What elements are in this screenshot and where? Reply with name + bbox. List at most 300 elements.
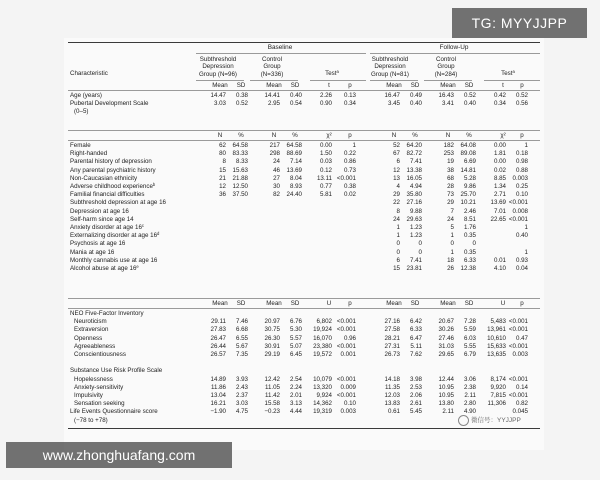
table-cell [280, 310, 302, 318]
table-cell: 11.05 [264, 383, 280, 391]
table-cell [332, 359, 356, 367]
table-cell: 24 [273, 158, 280, 166]
table-cell: 11.86 [210, 383, 226, 391]
row-label: Life Events Questionnaire score [70, 408, 158, 416]
table-cell: 0.49 [409, 92, 422, 99]
table-cell: <0.001 [508, 318, 528, 326]
table-row [64, 224, 544, 232]
table-cell: 29.65 [438, 351, 454, 358]
table-cell: 28 [447, 183, 454, 190]
table-cell: 13.38 [406, 166, 422, 174]
column-header: SD [410, 300, 420, 307]
table-cell: 3.98 [409, 375, 422, 383]
table-cell [476, 108, 506, 116]
table-cell: 0.04 [515, 265, 528, 272]
table-row [64, 240, 544, 248]
column-header: t [328, 82, 330, 89]
table-cell: 1 [352, 142, 356, 149]
table-cell: 2.38 [463, 383, 476, 391]
table-cell: 0.40 [515, 232, 528, 240]
table-cell [256, 232, 280, 240]
table-row [64, 158, 544, 166]
table-cell [430, 108, 454, 116]
table-cell: 4.94 [409, 183, 422, 190]
table-cell [504, 108, 528, 116]
table-row [64, 359, 544, 367]
table-row [64, 384, 544, 392]
table-cell: 13.69 [490, 199, 506, 207]
table-cell: 3.03 [213, 100, 226, 108]
table-cell: 5.11 [410, 342, 422, 350]
row-label: Impulsivity [74, 392, 103, 399]
table-cell: 8.85 [493, 174, 506, 182]
table-cell: 26.73 [384, 351, 400, 358]
row-label: Openness [74, 334, 103, 342]
table-cell: 2.43 [235, 383, 248, 391]
table-cell: 0.003 [340, 408, 356, 416]
table-cell: 1.81 [493, 150, 506, 158]
table-cell: 6 [396, 256, 400, 264]
table-row [64, 392, 544, 400]
table-cell: 0.045 [512, 408, 528, 416]
table-cell: 1 [396, 232, 400, 240]
table-cell [476, 232, 506, 240]
table-cell: 28.21 [384, 334, 400, 342]
table-row [64, 318, 544, 326]
table-cell: 0.40 [289, 92, 302, 99]
table-cell: 217 [269, 142, 280, 149]
table-cell: 0.90 [319, 100, 332, 108]
table-cell: 11.42 [264, 392, 280, 399]
table-cell: 0.82 [515, 400, 528, 408]
column-header: χ² [500, 132, 506, 139]
table-cell [256, 310, 280, 318]
table-cell: 30.26 [438, 326, 454, 334]
table-cell: 0.52 [463, 92, 476, 99]
table-cell: 2.01 [289, 392, 302, 399]
row-label: Right-handed [70, 150, 108, 158]
table-cell: 2.80 [463, 400, 476, 408]
table-cell [280, 240, 302, 248]
table-cell: 16.21 [210, 400, 226, 408]
table-row [64, 343, 544, 351]
table-cell [226, 359, 248, 367]
baseline-header: Baseline [267, 44, 293, 51]
table-cell: 29 [447, 199, 454, 207]
column-header: SD [464, 82, 474, 89]
table-cell: 1 [450, 232, 454, 240]
table-cell: 1 [396, 224, 400, 231]
table-cell: 0.003 [512, 174, 528, 182]
table-cell: 1.50 [319, 150, 332, 158]
table-cell [256, 208, 280, 216]
table-cell [476, 310, 506, 318]
table-cell [226, 265, 248, 273]
table-cell: 0.47 [515, 334, 528, 342]
table-cell [400, 310, 422, 318]
table-cell: 46 [273, 166, 280, 174]
section-header-row [64, 300, 544, 308]
table-cell: 1.76 [463, 224, 476, 231]
table-cell: 24.40 [286, 191, 302, 199]
row-label: Anxiety-sensitivity [74, 383, 124, 391]
table-cell: 5 [450, 224, 454, 231]
row-label: Mania at age 16 [70, 248, 115, 256]
table-cell: 12 [393, 166, 400, 174]
table-cell: 18 [447, 256, 454, 264]
baseline-rule [196, 53, 366, 54]
table-cell: 15,633 [487, 342, 506, 350]
table-cell: 6,802 [316, 318, 332, 326]
table-cell: 73 [447, 191, 454, 199]
table-cell: 26 [447, 265, 454, 272]
table-cell: 4.75 [235, 408, 248, 416]
table-cell: 0.88 [515, 166, 528, 174]
table-cell: <0.001 [336, 392, 356, 399]
table-cell: 7.41 [409, 158, 422, 166]
table-cell [454, 359, 476, 367]
table-cell: 10,079 [313, 375, 332, 383]
table-cell [280, 232, 302, 240]
column-header: χ² [326, 132, 332, 139]
table-cell [226, 257, 248, 265]
table-row [64, 142, 544, 150]
followup-rule [370, 53, 540, 54]
table-cell: 2.06 [409, 392, 422, 399]
table-cell: 6.69 [463, 158, 476, 166]
col-rule-2 [250, 80, 298, 81]
table-cell: 15.58 [264, 400, 280, 408]
table-cell [376, 417, 400, 425]
table-cell: 14,362 [313, 400, 332, 408]
table-cell [476, 359, 506, 367]
table-cell: <0.001 [336, 375, 356, 383]
table-cell [400, 108, 422, 116]
table-sheet [64, 38, 544, 450]
table-cell: 25.70 [460, 191, 476, 199]
table-cell: 4.10 [493, 265, 506, 272]
table-cell: 8.33 [235, 158, 248, 166]
table-cell: 27.16 [406, 199, 422, 207]
table-cell: <0.001 [508, 392, 528, 399]
table-cell [226, 249, 248, 257]
table-cell: 0.008 [512, 207, 528, 215]
table-row [64, 232, 544, 240]
table-cell [280, 367, 302, 375]
table-cell: −0.23 [264, 408, 280, 416]
subthreshold-followup-header: Subthreshold Depression Group (N=81) [370, 56, 409, 78]
column-header: Mean [266, 82, 282, 89]
table-cell: 8 [396, 207, 400, 215]
row-label: Monthly cannabis use at age 16 [70, 256, 158, 264]
table-row [64, 175, 544, 183]
table-cell: 14.81 [460, 166, 476, 174]
section-header-row [64, 82, 544, 90]
column-header: t [502, 82, 504, 89]
table-cell: 0.003 [512, 351, 528, 358]
table-cell [302, 216, 332, 224]
table-cell: 36 [219, 191, 226, 199]
table-cell: 0.38 [235, 92, 248, 99]
table-cell: 3.93 [235, 375, 248, 383]
table-cell: 64.08 [460, 142, 476, 149]
table-cell [476, 224, 506, 232]
column-header: SD [236, 82, 246, 89]
table-cell: 29.63 [406, 215, 422, 223]
table-cell: 11,306 [487, 400, 506, 408]
table-cell [430, 367, 454, 375]
table-cell [202, 224, 226, 232]
table-cell [302, 224, 332, 232]
row-label: Agreeableness [74, 342, 116, 350]
table-cell: 0.03 [319, 158, 332, 166]
table-row [64, 376, 544, 384]
table-cell: 15 [393, 265, 400, 272]
table-cell [256, 417, 280, 425]
table-cell: 37.50 [232, 191, 248, 199]
table-cell: 13.11 [316, 174, 332, 182]
table-cell: 5.59 [463, 326, 476, 334]
table-cell: 0.00 [319, 142, 332, 149]
table-cell: 5.57 [289, 334, 302, 342]
table-cell: 5.67 [235, 342, 248, 350]
table-cell: 0.54 [289, 100, 302, 108]
column-header: Mean [386, 82, 402, 89]
row-label: Age (years) [70, 92, 102, 99]
table-cell [454, 367, 476, 375]
table-cell: 2.46 [463, 207, 476, 215]
followup-header: Follow-Up [439, 44, 469, 51]
table-cell: 0.96 [343, 334, 356, 342]
table-cell [454, 108, 476, 116]
table-cell: 13.83 [384, 400, 400, 408]
table-cell: 52 [393, 142, 400, 149]
table-cell [226, 240, 248, 248]
table-cell: 0.02 [343, 191, 356, 199]
table-cell: 27.16 [384, 318, 400, 326]
table-row [64, 167, 544, 175]
table-cell [280, 199, 302, 207]
table-cell: 0.10 [515, 191, 528, 199]
table-cell [280, 224, 302, 232]
table-cell: <0.001 [336, 174, 356, 182]
table-cell: 182 [443, 142, 454, 149]
table-cell [332, 208, 356, 216]
table-row [64, 265, 544, 273]
table-cell: 0.40 [409, 100, 422, 108]
column-header: Mean [212, 300, 228, 307]
table-cell: 4 [396, 183, 400, 190]
table-cell: 19,572 [313, 351, 332, 358]
table-cell [202, 216, 226, 224]
table-cell: 6.76 [289, 318, 302, 326]
table-cell: 3.06 [463, 375, 476, 383]
table-cell: 27.58 [384, 326, 400, 334]
table-cell [202, 367, 226, 375]
table-cell: 10,610 [487, 334, 506, 342]
column-header: U [326, 300, 332, 307]
table-cell: 9,924 [316, 392, 332, 399]
table-cell: 1.23 [409, 224, 422, 231]
table-cell: 31.03 [438, 342, 454, 350]
table-cell [332, 310, 356, 318]
table-cell: 1 [524, 248, 528, 256]
column-header: N [391, 132, 397, 139]
table-cell: 4.44 [289, 408, 302, 416]
table-cell: 8.04 [289, 174, 302, 182]
table-cell: 23.81 [406, 265, 422, 272]
table-row [64, 367, 544, 375]
table-cell [280, 108, 302, 116]
col-rule-3 [310, 80, 366, 81]
table-cell: 12.44 [438, 375, 454, 383]
table-cell: <0.001 [336, 342, 356, 350]
table-cell: 22.65 [490, 215, 506, 223]
table-cell: 5,483 [490, 318, 506, 326]
table-cell: 21.88 [232, 174, 248, 182]
table-cell: 0.98 [515, 158, 528, 166]
row-label: Sensation seeking [74, 400, 125, 408]
table-row [64, 216, 544, 224]
table-cell: 0.10 [343, 400, 356, 408]
table-cell: 80 [219, 150, 226, 158]
row-label: Female [70, 142, 91, 149]
table-row [64, 100, 544, 108]
table-cell: 8.93 [289, 183, 302, 190]
table-cell: 0.93 [515, 256, 528, 264]
row-label: Pubertal Development Scale [70, 100, 149, 108]
table-cell: 0.38 [343, 183, 356, 190]
table-row [64, 208, 544, 216]
table-cell: 13.04 [210, 392, 226, 399]
row-label: Self-harm since age 14 [70, 215, 134, 223]
table-cell [226, 199, 248, 207]
table-cell: 1 [524, 142, 528, 149]
table-cell: 1.34 [493, 183, 506, 190]
table-cell [256, 367, 280, 375]
table-cell: 8,174 [490, 375, 506, 383]
table-cell [302, 265, 332, 273]
table-cell: 5.45 [409, 408, 422, 416]
table-cell [376, 108, 400, 116]
table-cell [256, 216, 280, 224]
row-label: (−78 to +78) [74, 416, 108, 424]
table-cell: 5.07 [289, 342, 302, 350]
table-cell [302, 199, 332, 207]
table-cell: <0.001 [508, 199, 528, 207]
table-cell: 15.63 [232, 166, 248, 174]
table-cell [202, 249, 226, 257]
table-cell [504, 240, 528, 248]
column-header: p [348, 132, 352, 139]
row-label: NEO Five-Factor Inventory [70, 310, 144, 317]
table-cell [202, 199, 226, 207]
table-cell: 0.35 [463, 232, 476, 240]
table-cell [332, 257, 356, 265]
table-cell [256, 359, 280, 367]
table-cell: 0 [396, 248, 400, 256]
column-header: N [271, 132, 277, 139]
table-cell: 9.88 [409, 207, 422, 215]
row-label: Adverse childhood experience$^b$ [70, 182, 156, 190]
table-cell: 0.12 [319, 166, 332, 174]
table-cell: 12 [219, 183, 226, 190]
column-header: U [500, 300, 506, 307]
table-bottom-rule [68, 428, 540, 429]
table-cell: 0.14 [515, 383, 528, 391]
table-cell [202, 359, 226, 367]
table-cell: 22 [393, 199, 400, 207]
row-label: Any parental psychiatric history [70, 166, 156, 174]
table-cell: 0.56 [515, 100, 528, 108]
table-cell: 13.80 [438, 400, 454, 408]
table-cell: 16.47 [384, 92, 400, 99]
table-cell [376, 359, 400, 367]
table-cell [376, 310, 400, 318]
table-cell: 8 [222, 158, 226, 166]
table-cell: 1.23 [409, 232, 422, 240]
table-cell: 67 [393, 150, 400, 158]
table-cell: 7.28 [463, 318, 476, 326]
table-cell: 27.46 [438, 334, 454, 342]
table-row [64, 199, 544, 207]
header-rule [68, 90, 540, 91]
table-cell: 64.20 [406, 142, 422, 149]
table-cell: 19 [447, 158, 454, 166]
table-cell: 29.11 [210, 318, 226, 326]
table-cell: 0.34 [493, 100, 506, 108]
table-cell [202, 240, 226, 248]
table-cell [280, 257, 302, 265]
table-cell: 0.52 [235, 100, 248, 108]
row-label: Anxiety disorder at age 16$^c$ [70, 223, 144, 231]
table-cell [302, 417, 332, 425]
table-cell: 27 [273, 174, 280, 182]
row-label: Familial financial difficulties [70, 191, 145, 199]
table-cell: 83.33 [232, 150, 248, 158]
table-cell: <0.001 [508, 326, 528, 334]
table-cell: 9,920 [490, 383, 506, 391]
table-cell [302, 249, 332, 257]
table-cell: 1 [450, 248, 454, 256]
col-rule-5 [424, 80, 472, 81]
row-label: Externalizing disorder at age 16$^d$ [70, 231, 160, 240]
table-cell: 13,635 [487, 351, 506, 358]
table-cell [302, 208, 332, 216]
test-followup-header: Test$^a$ [501, 69, 515, 77]
section-rule [68, 130, 540, 131]
table-cell: 6.33 [463, 256, 476, 264]
table-cell: <0.001 [336, 326, 356, 334]
control-baseline-header: Control Group (N=336) [260, 56, 284, 78]
table-cell: 7.01 [493, 207, 506, 215]
table-cell: −1.90 [210, 408, 226, 416]
table-cell: 7.46 [235, 318, 248, 326]
table-cell: 20.67 [438, 318, 454, 326]
table-cell: 14.47 [210, 92, 226, 99]
table-cell: 13,320 [313, 383, 332, 391]
table-cell: 6.68 [235, 326, 248, 334]
table-cell: 2.54 [289, 375, 302, 383]
table-cell [256, 240, 280, 248]
table-cell: 20.97 [264, 318, 280, 326]
column-header: N [445, 132, 451, 139]
table-cell: 0.00 [493, 158, 506, 166]
row-label: Neuroticism [74, 318, 107, 326]
col-rule-1 [196, 80, 244, 81]
row-label: Hopelessness [74, 375, 113, 383]
table-cell: 12.42 [264, 375, 280, 383]
